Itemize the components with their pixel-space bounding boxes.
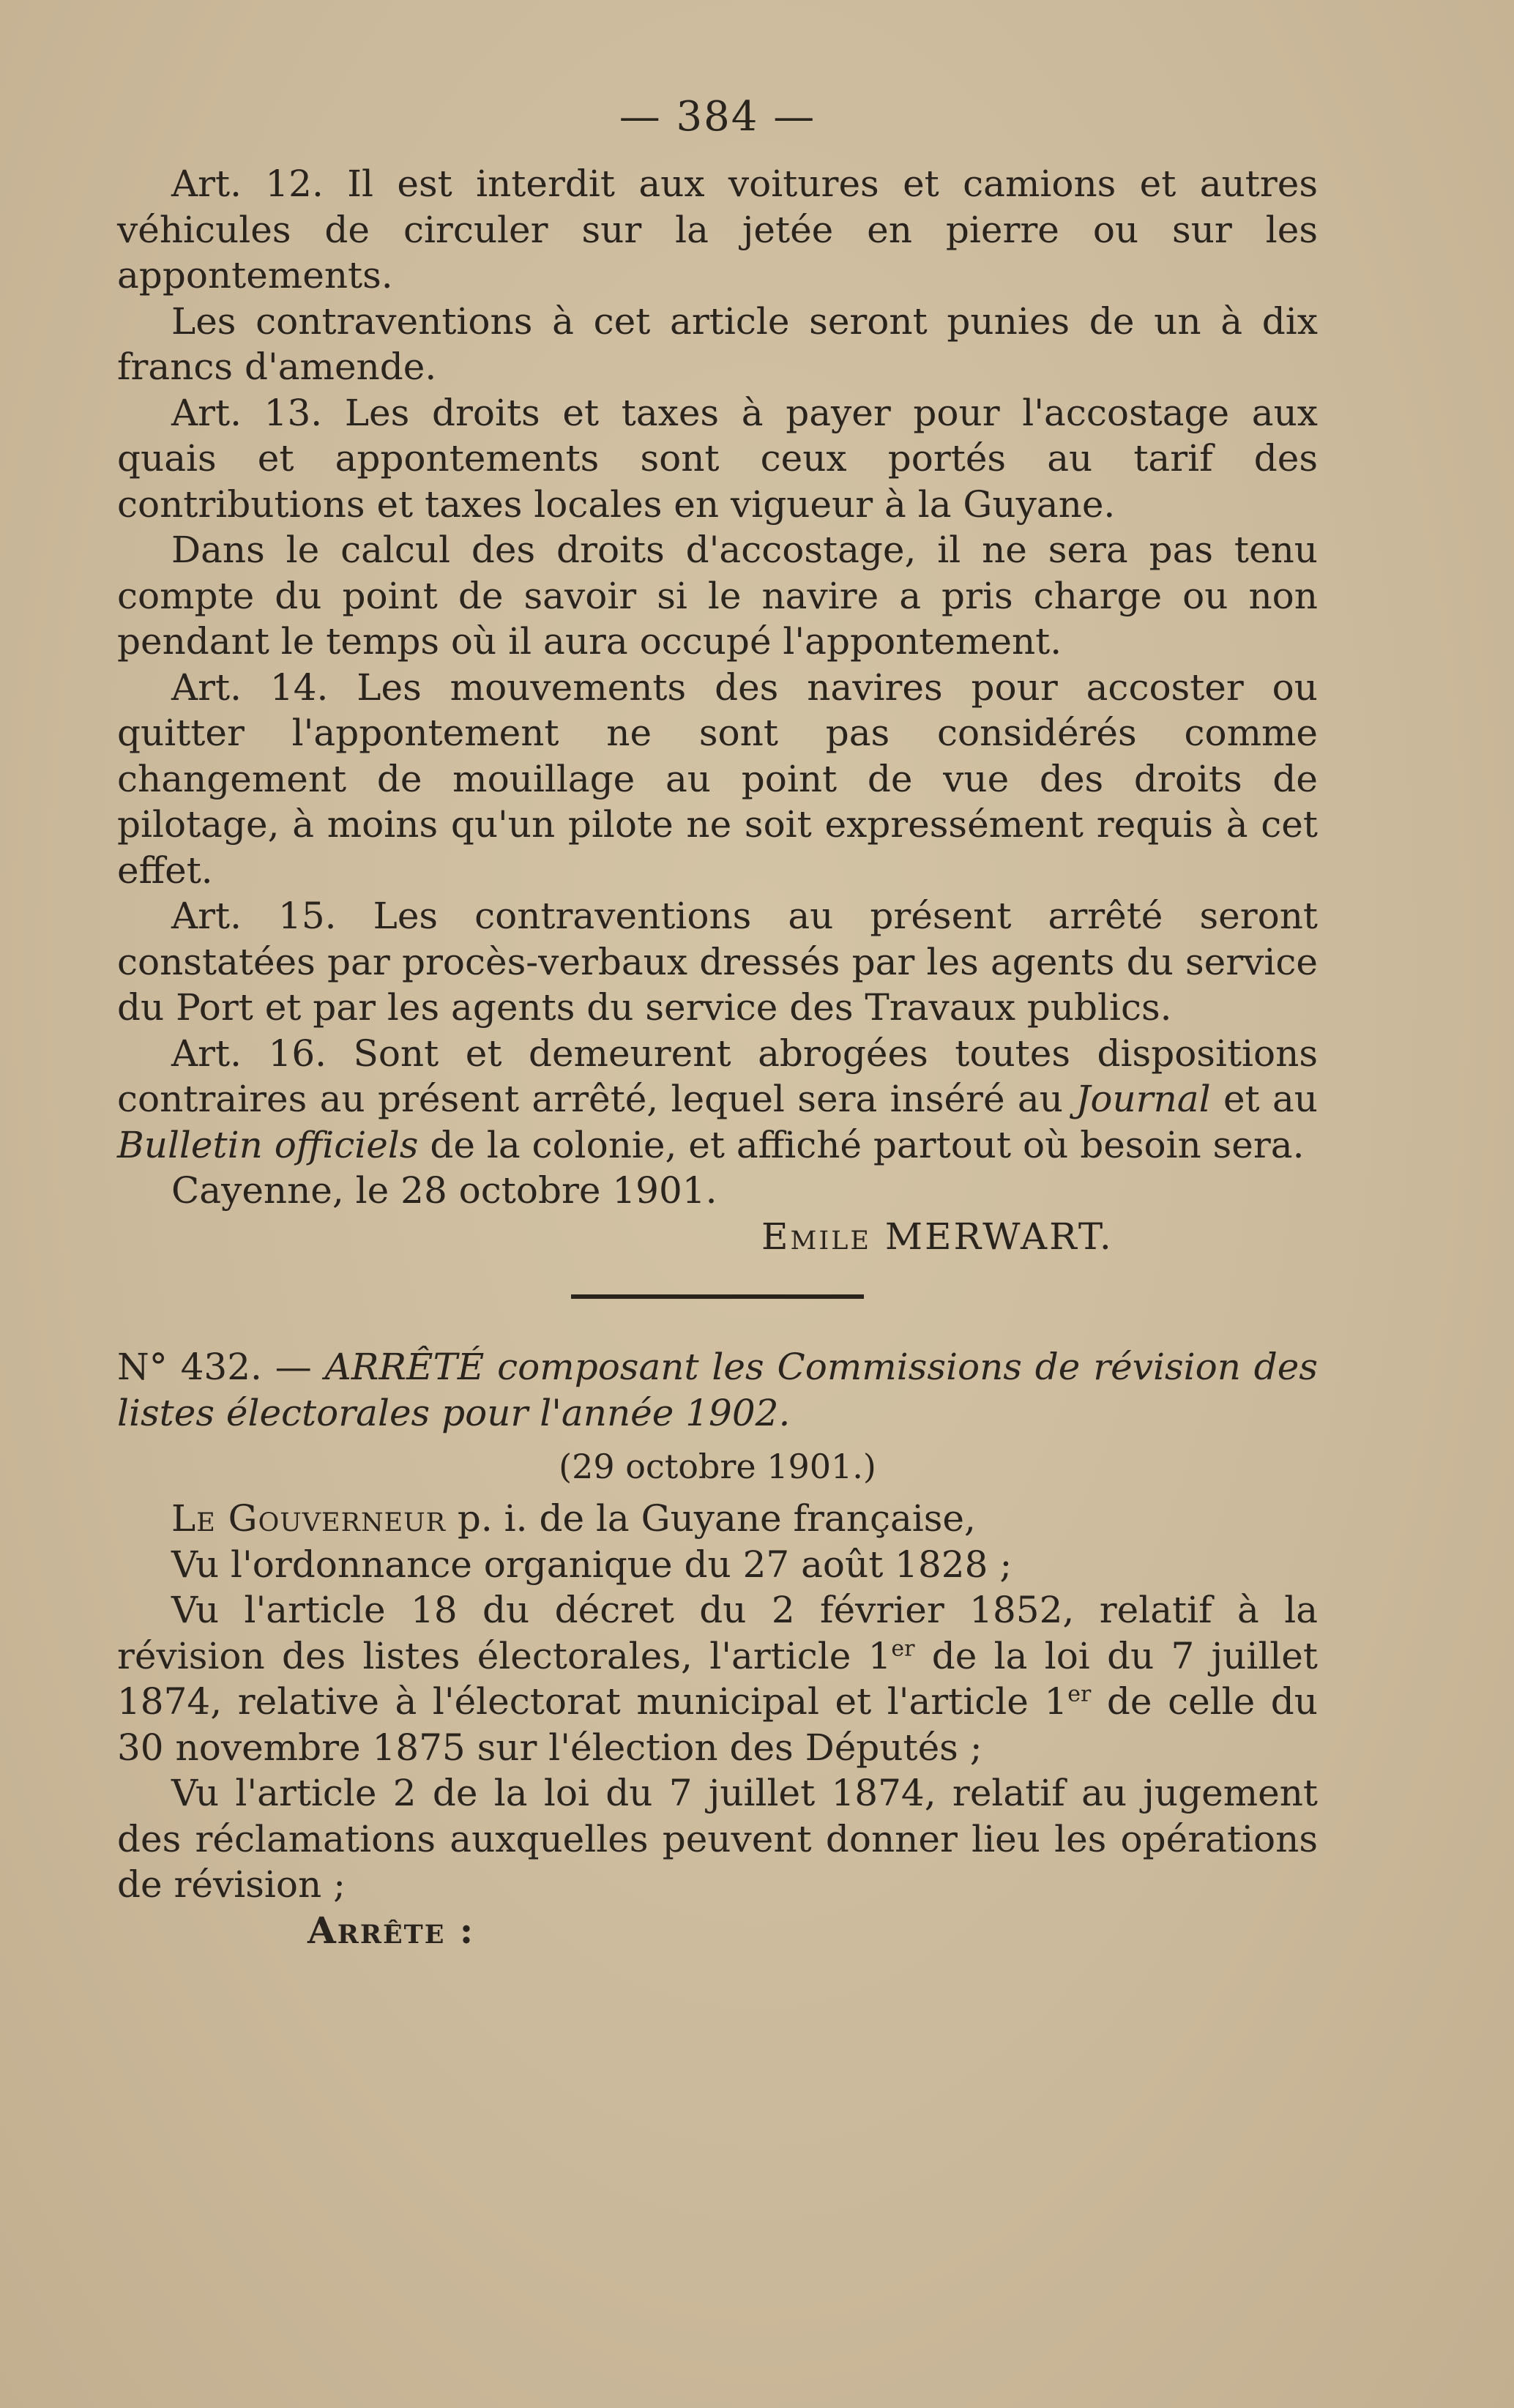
decree-date: (29 octobre 1901.) [559,1447,876,1486]
signature: Emile MERWART. [761,1215,1114,1258]
vu2-text-b: de la loi du 7 juillet 1874, relative à l'électorat municipal et l'article 1 [117,1634,1318,1723]
article-16 [117,1031,1318,1168]
journal-title: Journal [1075,1078,1211,1120]
article-16-text-b: et au [1210,1078,1319,1120]
article-14: Art. 14. Les mouvements des navires pour accoster ou quitter l'appontement ne sont pas considérés comme changement de mouillage au point de vue des droits de pilotage, à moins qu'un pilote ne soit expressément requis à cet effet. [117,666,1318,892]
arrete-heading: Arrête : [307,1908,475,1952]
vu2-sup-1: er [891,1635,915,1661]
governor-label: Le Gouverneur [171,1497,446,1540]
vu-article-2: Vu l'article 2 de la loi du 7 juillet 1874, relatif au jugement des réclamations auxquelles peuvent donner lieu les opérations de révision ; [117,1772,1318,1906]
page-number: — 384 — [619,93,816,141]
article-13: Art. 13. Les droits et taxes à payer pour l'accostage aux quais et appontements sont ceux portés au tarif des contributions et taxes locales en vigueur à la Guyane. [117,391,1318,526]
section-divider [571,1294,864,1299]
vu-article-18 [117,1587,1318,1770]
article-15: Art. 15. Les contraventions au présent arrêté seront constatées par procès-verbaux dressés par les agents du service du Port et par les agents du service des Travaux publics. [117,895,1318,1029]
decree-title-text: ARRÊTÉ composant les Commissions de révision des listes électorales pour l'année 1902. [117,1346,1318,1434]
vu2-sup-2: er [1067,1681,1092,1707]
article-16-text-c: de la colonie, et affiché partout où besoin sera. [418,1123,1305,1166]
text-column [117,73,1318,1953]
bulletin-title: Bulletin officiels [117,1123,419,1166]
article-12-penalty: Les contraventions à cet article seront punies de un à dix francs d'amende. [117,299,1318,388]
governor-line [117,1496,1318,1542]
place-date: Cayenne, le 28 octobre 1901. [171,1169,717,1212]
vu2-text-c: de celle du 30 novembre 1875 sur l'élection des Députés ; [117,1680,1319,1769]
article-12: Art. 12. Il est interdit aux voitures et camions et autres véhicules de circuler sur la jetée en pierre ou sur les appontements. [117,163,1318,297]
article-16-text-a: Art. 16. Sont et demeurent abrogées toutes dispositions contraires au présent arrêté, lequel sera inséré au [117,1032,1318,1120]
decree-number: N° 432. — [117,1346,325,1388]
decree-title [117,1344,1318,1436]
article-13-calculation: Dans le calcul des droits d'accostage, il ne sera pas tenu compte du point de savoir si le navire a pris charge ou non pendant le temps où il aura occupé l'appontement. [117,529,1318,663]
vu2-text-a: Vu l'article 18 du décret du 2 février 1852, relatif à la révision des listes électorales, l'article 1 [117,1589,1318,1677]
vu-ordonnance: Vu l'ordonnance organique du 27 août 1828 ; [171,1543,1013,1586]
governor-rest: p. i. de la Guyane française, [445,1497,976,1540]
